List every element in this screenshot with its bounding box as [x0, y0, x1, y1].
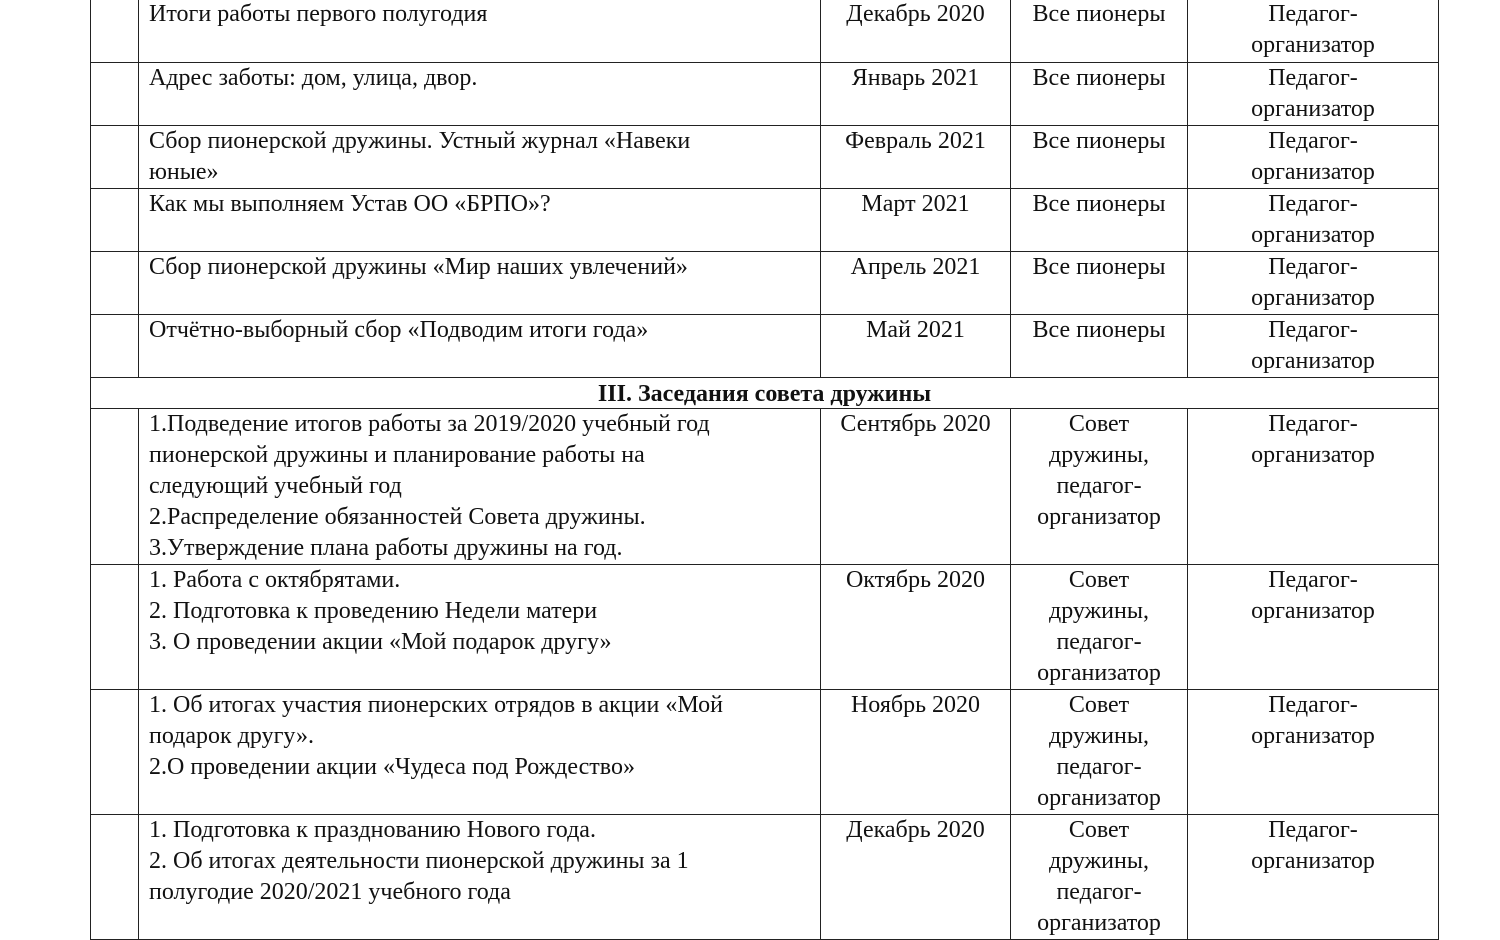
topic-cell: Адрес заботы: дом, улица, двор.: [139, 63, 821, 126]
topic-cell: Итоги работы первого полугодия: [139, 0, 821, 63]
table-row: [91, 409, 1439, 565]
responsible-cell: Педагог- организатор: [1188, 690, 1439, 815]
date-cell: Май 2021: [821, 315, 1011, 378]
topic-cell: Сбор пионерской дружины. Устный журнал «Навеки юные»: [139, 126, 821, 189]
row-number-cell: [91, 315, 139, 378]
responsible-cell: Педагог- организатор: [1188, 126, 1439, 189]
table-row: [91, 815, 1439, 940]
table-row: [91, 565, 1439, 690]
table-row: [91, 252, 1439, 315]
plan-table: [90, 0, 1439, 940]
row-number-cell: [91, 126, 139, 189]
participants-cell: Все пионеры: [1011, 252, 1188, 315]
responsible-cell: Педагог- организатор: [1188, 409, 1439, 565]
table-row: [91, 690, 1439, 815]
table-row: [91, 0, 1439, 63]
date-cell: Октябрь 2020: [821, 565, 1011, 690]
table-row: [91, 63, 1439, 126]
topic-cell: 1.Подведение итогов работы за 2019/2020 учебный год пионерской дружины и планирование работы на следующий учебный год 2.Распределение обязанностей Совета дружины. 3.Утверждение плана работы дружины на год.: [139, 409, 821, 565]
participants-cell: Все пионеры: [1011, 126, 1188, 189]
row-number-cell: [91, 409, 139, 565]
topic-cell: 1. Об итогах участия пионерских отрядов в акции «Мой подарок другу». 2.О проведении акции «Чудеса под Рождество»: [139, 690, 821, 815]
date-cell: Февраль 2021: [821, 126, 1011, 189]
responsible-cell: Педагог- организатор: [1188, 565, 1439, 690]
row-number-cell: [91, 252, 139, 315]
responsible-cell: Педагог- организатор: [1188, 189, 1439, 252]
section-header-row: [91, 378, 1439, 409]
row-number-cell: [91, 690, 139, 815]
responsible-cell: Педагог- организатор: [1188, 63, 1439, 126]
date-cell: Ноябрь 2020: [821, 690, 1011, 815]
participants-cell: Все пионеры: [1011, 189, 1188, 252]
date-cell: Апрель 2021: [821, 252, 1011, 315]
responsible-cell: Педагог- организатор: [1188, 0, 1439, 63]
date-cell: Сентябрь 2020: [821, 409, 1011, 565]
row-number-cell: [91, 565, 139, 690]
date-cell: Декабрь 2020: [821, 815, 1011, 940]
topic-cell: 1. Работа с октябрятами. 2. Подготовка к проведению Недели матери 3. О проведении акции «Мой подарок другу»: [139, 565, 821, 690]
table-row: [91, 315, 1439, 378]
topic-cell: Отчётно-выборный сбор «Подводим итоги года»: [139, 315, 821, 378]
participants-cell: Совет дружины, педагог- организатор: [1011, 409, 1188, 565]
responsible-cell: Педагог- организатор: [1188, 815, 1439, 940]
topic-cell: 1. Подготовка к празднованию Нового года. 2. Об итогах деятельности пионерской дружины за 1 полугодие 2020/2021 учебного года: [139, 815, 821, 940]
table-row: [91, 126, 1439, 189]
participants-cell: Совет дружины, педагог- организатор: [1011, 815, 1188, 940]
topic-cell: Как мы выполняем Устав ОО «БРПО»?: [139, 189, 821, 252]
participants-cell: Совет дружины, педагог- организатор: [1011, 565, 1188, 690]
row-number-cell: [91, 815, 139, 940]
responsible-cell: Педагог- организатор: [1188, 315, 1439, 378]
participants-cell: Все пионеры: [1011, 0, 1188, 63]
date-cell: Март 2021: [821, 189, 1011, 252]
row-number-cell: [91, 0, 139, 63]
row-number-cell: [91, 189, 139, 252]
topic-cell: Сбор пионерской дружины «Мир наших увлечений»: [139, 252, 821, 315]
date-cell: Январь 2021: [821, 63, 1011, 126]
section-title: III. Заседания совета дружины: [91, 378, 1439, 409]
participants-cell: Совет дружины, педагог- организатор: [1011, 690, 1188, 815]
participants-cell: Все пионеры: [1011, 315, 1188, 378]
date-cell: Декабрь 2020: [821, 0, 1011, 63]
row-number-cell: [91, 63, 139, 126]
responsible-cell: Педагог- организатор: [1188, 252, 1439, 315]
table-row: [91, 189, 1439, 252]
participants-cell: Все пионеры: [1011, 63, 1188, 126]
